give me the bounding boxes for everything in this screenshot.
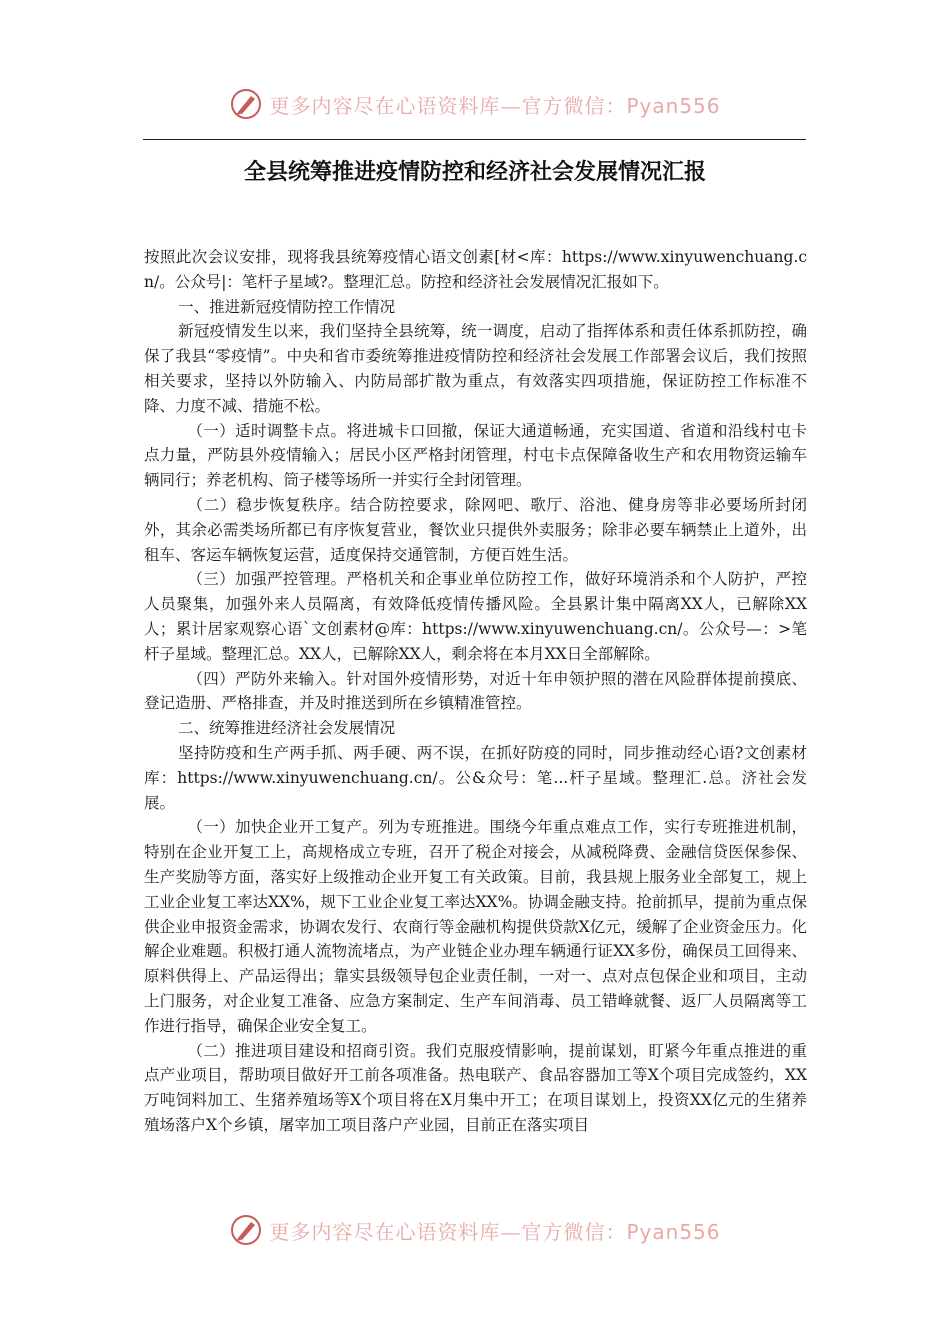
paragraph: （一）加快企业开工复产。列为专班推进。围绕今年重点难点工作，实行专班推进机制，特别在企业开复工上，高规格成立专班，召开了税企对接会，从减税降费、金融信贷医保参保、生产奖励等方面，落实好上级推动企业开复工有关政策。目前，我县规上服务业全部复工，规上工业企业复工率达XX%，规下工业企业复工率达XX%。协调金融支持。抢前抓早，提前为重点保供企业申报资金需求，协调农发行、农商行等金融机构提供贷款X亿元，缓解了企业资金压力。化解企业难题。积极打通人流物流堵点，为产业链企业办理车辆通行证XX多份，确保员工回得来、原料供得上、产品运得出；靠实县级领导包企业责任制，一对一、点对点包保企业和项目，主动上门服务，对企业复工准备、应急方案制定、生产车间消毒、员工错峰就餐、返厂人员隔离等工作进行指导，确保企业安全复工。 <box>144 818 807 1035</box>
paragraph: （二）推进项目建设和招商引资。我们克服疫情影响，提前谋划，盯紧今年重点推进的重点产业项目，帮助项目做好开工前各项准备。热电联产、食品容器加工等X个项目完成签约，XX万吨饲料加工、生猪养殖场等X个项目将在X月集中开工；在项目谋划上，投资XX亿元的生猪养殖场落户X个乡镇，屠宰加工项目落户产业园，目前正在落实项目 <box>144 1041 807 1134</box>
paragraph: （二）稳步恢复秩序。结合防控要求，除网吧、歌厅、浴池、健身房等非必要场所封闭外，其余必需类场所都已有序恢复营业，餐饮业只提供外卖服务；除非必要车辆禁止上道外，出租车、客运车辆恢复运营，适度保持交通管制，方便百姓生活。 <box>144 495 807 564</box>
pen-logo-icon <box>229 87 263 121</box>
document-body <box>144 245 807 1138</box>
paragraph: 新冠疫情发生以来，我们坚持全县统筹，统一调度，启动了指挥体系和责任体系抓防控，确保了我县“零疫情”。中央和省市委统筹推进疫情防控和经济社会发展工作部署会议后，我们按照相关要求，坚持以外防输入、内防局部扩散为重点，有效落实四项措施，保证防控工作标准不降、力度不减、措施不松。 <box>144 322 807 415</box>
footer-banner <box>0 1208 950 1252</box>
header-rule <box>143 139 806 140</box>
section-heading: 一、推进新冠疫情防控工作情况 <box>178 297 396 316</box>
banner-text: 更多内容尽在心语资料库—官方微信： <box>269 93 627 118</box>
banner-text: 更多内容尽在心语资料库—官方微信： <box>269 1219 627 1244</box>
header-banner <box>0 82 950 126</box>
paragraph: 坚持防疫和生产两手抓、两手硬、两不误，在抓好防疫的同时，同步推动经心语?文创素材库：https://www.xinyuwenchuang.cn/。公&众号：笔...杆子星域。整理汇.总。济社会发展。 <box>144 743 807 812</box>
paragraph: （一）适时调整卡点。将进城卡口回撤，保证大通道畅通，充实国道、省道和沿线村屯卡点力量，严防县外疫情输入；居民小区严格封闭管理，村屯卡点保障备收生产和农用物资运输车辆同行；养老机构、筒子楼等场所一并实行全封闭管理。 <box>144 421 807 490</box>
paragraph: （三）加强严控管理。严格机关和企事业单位防控工作，做好环境消杀和个人防护，严控人员聚集，加强外来人员隔离，有效降低疫情传播风险。全县累计集中隔离XX人，已解除XX人；累计居家观察心语`文创素材@库：https://www.xinyuwenchuang.cn/。公众号—：>笔杆子星域。整理汇总。XX人，已解除XX人，剩余将在本月XX日全部解除。 <box>144 570 807 663</box>
document-title: 全县统筹推进疫情防控和经济社会发展情况汇报 <box>243 160 706 185</box>
paragraph: 按照此次会议安排，现将我县统筹疫情心语文创素[材<库：https://www.xinyuwenchuang.cn/。公众号|：笔杆子星域?。整理汇总。防控和经济社会发展情况汇报如下。 <box>144 248 807 291</box>
section-heading: 二、统筹推进经济社会发展情况 <box>178 719 396 738</box>
banner-wechat: Pyan556 <box>626 1219 721 1244</box>
paragraph: （四）严防外来输入。针对国外疫情形势，对近十年申领护照的潜在风险群体提前摸底、登记造册、严格排查，并及时推送到所在乡镇精准管控。 <box>144 669 807 713</box>
pen-logo-icon <box>229 1213 263 1247</box>
banner-wechat: Pyan556 <box>626 93 721 118</box>
